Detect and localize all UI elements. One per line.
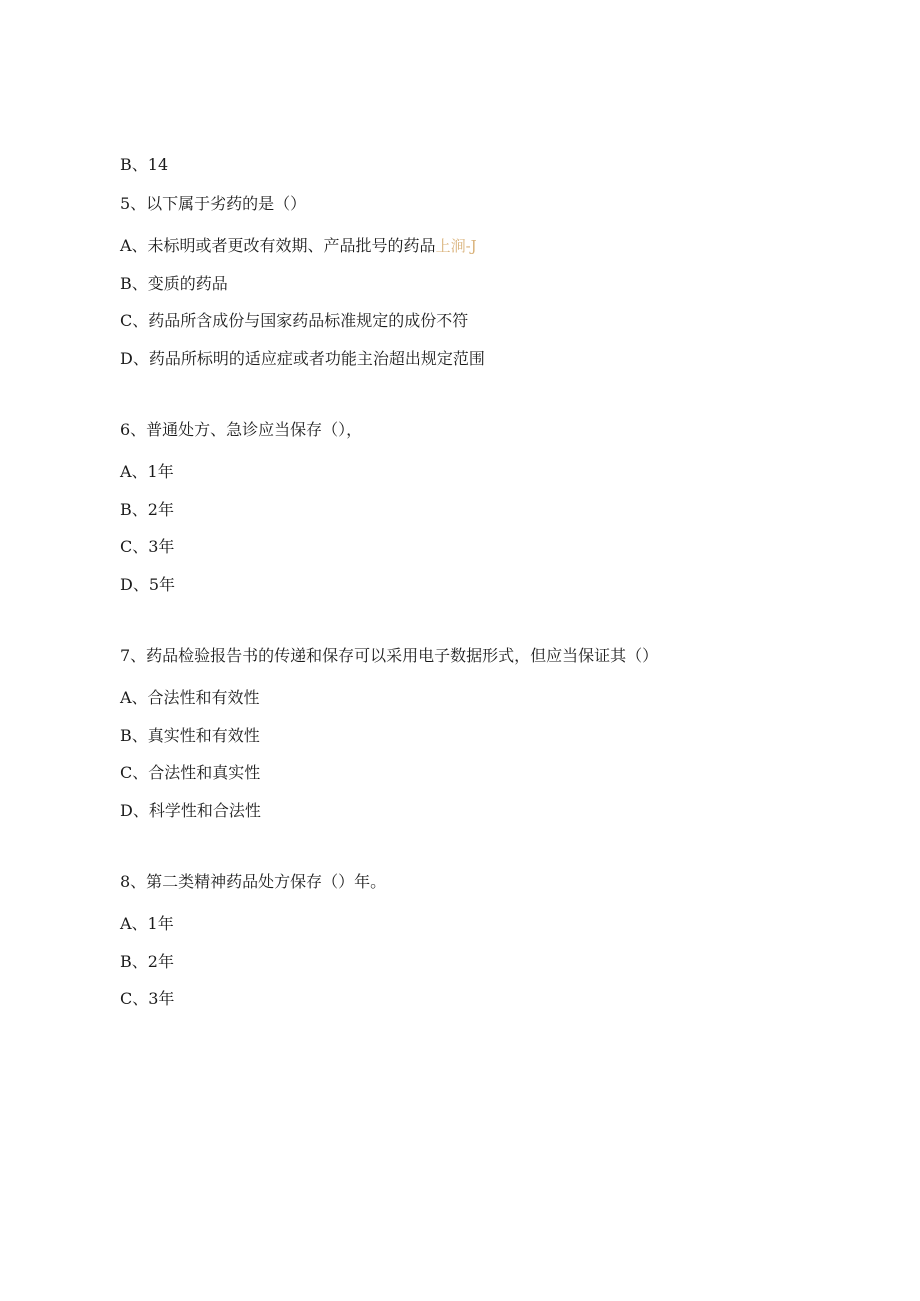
- option-a-q8: A、1年: [120, 914, 174, 933]
- question-8: 8、第二类精神药品处方保存（）年。: [120, 872, 387, 891]
- option-b-q8: B、2年: [120, 952, 174, 971]
- option-d-q5: D、药品所标明的适应症或者功能主治超出规定范围: [120, 349, 485, 368]
- option-b-q7: B、真实性和有效性: [120, 726, 260, 745]
- option-a-q6: A、1年: [120, 462, 174, 481]
- option-d-q7: D、科学性和合法性: [120, 801, 261, 820]
- option-c-q8: C、3年: [120, 989, 175, 1008]
- option-b-q5: B、变质的药品: [120, 274, 228, 293]
- option-b-q6: B、2年: [120, 500, 174, 519]
- option-c-q5: C、药品所含成份与国家药品标准规定的成份不符: [120, 311, 469, 330]
- option-c-q6: C、3年: [120, 537, 175, 556]
- question-6: 6、普通处方、急诊应当保存（），: [120, 420, 363, 439]
- option-b-q4: B、14: [120, 155, 169, 174]
- question-5: 5、以下属于劣药的是（）: [120, 194, 307, 213]
- option-d-q6: D、5年: [120, 575, 176, 594]
- option-a-q7: A、合法性和有效性: [120, 688, 260, 707]
- question-7: 7、药品检验报告书的传递和保存可以采用电子数据形式，但应当保证其（）: [120, 646, 659, 665]
- faded-annotation: 上涧-J: [435, 237, 477, 255]
- option-a-q5-text: A、未标明或者更改有效期、产品批号的药品: [120, 236, 436, 255]
- option-c-q7: C、合法性和真实性: [120, 763, 261, 782]
- option-a-q5: [120, 235, 477, 257]
